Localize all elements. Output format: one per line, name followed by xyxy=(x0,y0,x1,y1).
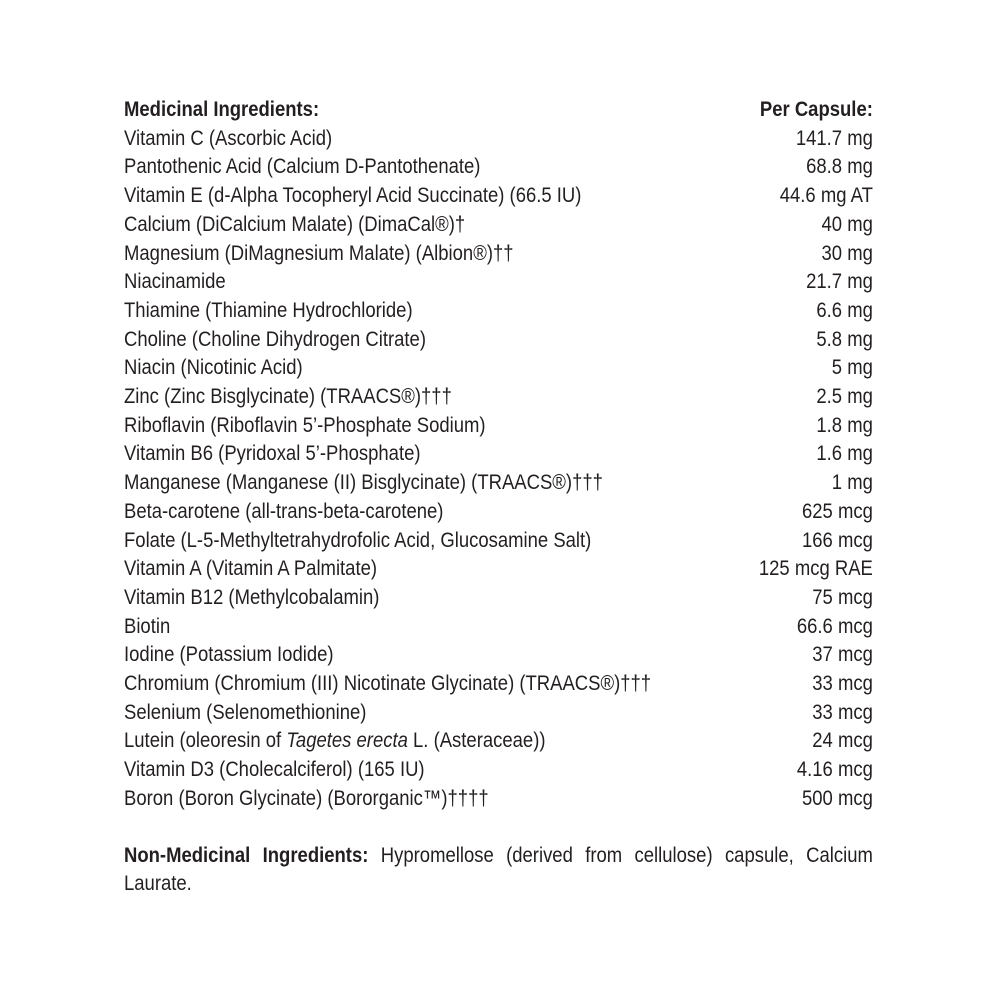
ingredient-name xyxy=(124,727,558,756)
ingredient-name xyxy=(124,469,615,498)
ingredient-name-part: Pantothenic Acid (Calcium D-Pantothenate) xyxy=(124,155,481,179)
medicinal-ingredients-heading: Medicinal Ingredients: xyxy=(124,98,320,121)
ingredient-name-part: Calcium (DiCalcium Malate) (DimaCal®)† xyxy=(124,212,466,236)
ingredient-name xyxy=(124,527,604,556)
non-medicinal-paragraph xyxy=(124,842,873,899)
ingredient-row xyxy=(124,412,873,441)
ingredient-amount: 5 mg xyxy=(831,356,873,380)
ingredient-name-part: Lutein (oleoresin of xyxy=(124,729,287,753)
ingredient-rows xyxy=(124,125,873,814)
ingredient-name-part: Chromium (Chromium (III) Nicotinate Glycinate) (TRAACS®)††† xyxy=(124,672,652,696)
table-header-row xyxy=(124,96,873,125)
ingredient-row xyxy=(124,756,873,785)
ingredient-amount: 141.7 mg xyxy=(795,126,873,150)
ingredient-row xyxy=(124,641,873,670)
supplement-facts-panel xyxy=(124,96,873,899)
ingredient-name-part: Boron (Boron Glycinate) (Bororganic™)†††† xyxy=(124,786,489,810)
ingredient-name-part: Riboflavin (Riboflavin 5’-Phosphate Sodium) xyxy=(124,413,486,437)
ingredient-name xyxy=(124,297,425,326)
ingredient-name xyxy=(124,555,389,584)
ingredient-amount: 21.7 mg xyxy=(806,270,873,294)
ingredient-name-part: Magnesium (DiMagnesium Malate) (Albion®)†† xyxy=(124,241,514,265)
ingredient-name xyxy=(124,412,498,441)
ingredient-name xyxy=(124,584,392,613)
ingredient-name xyxy=(124,756,437,785)
ingredient-name-part: Niacinamide xyxy=(124,270,226,294)
ingredient-row xyxy=(124,727,873,756)
ingredient-name-part: Choline (Choline Dihydrogen Citrate) xyxy=(124,327,426,351)
ingredient-name xyxy=(124,354,315,383)
ingredient-row xyxy=(124,125,873,154)
ingredient-amount: 37 mcg xyxy=(812,643,873,667)
ingredient-row xyxy=(124,383,873,412)
ingredient-amount: 4.16 mcg xyxy=(796,758,873,782)
ingredient-name xyxy=(124,182,594,211)
ingredient-name xyxy=(124,153,493,182)
ingredient-row xyxy=(124,297,873,326)
ingredient-row xyxy=(124,440,873,469)
ingredient-row xyxy=(124,268,873,297)
ingredient-row xyxy=(124,211,873,240)
ingredient-name xyxy=(124,641,346,670)
ingredient-row xyxy=(124,182,873,211)
ingredient-row xyxy=(124,354,873,383)
ingredient-row xyxy=(124,785,873,814)
ingredient-row xyxy=(124,498,873,527)
ingredient-name-part: Vitamin D3 (Cholecalciferol) (165 IU) xyxy=(124,758,425,782)
ingredient-row xyxy=(124,326,873,355)
ingredient-amount: 2.5 mg xyxy=(816,385,873,409)
ingredient-amount: 1.8 mg xyxy=(816,413,873,437)
ingredient-name-part: Vitamin E (d-Alpha Tocopheryl Acid Succinate) (66.5 IU) xyxy=(124,184,582,208)
ingredient-name xyxy=(124,383,464,412)
ingredient-name xyxy=(124,125,344,154)
ingredient-amount: 1.6 mg xyxy=(816,442,873,466)
ingredient-name-latin: Tagetes erecta xyxy=(286,729,408,753)
ingredient-name-part: Zinc (Zinc Bisglycinate) (TRAACS®)††† xyxy=(124,385,452,409)
ingredient-name xyxy=(124,326,438,355)
ingredient-row xyxy=(124,469,873,498)
ingredient-amount: 33 mcg xyxy=(812,700,873,724)
ingredient-name-part: Biotin xyxy=(124,614,171,638)
ingredient-name-part: Niacin (Nicotinic Acid) xyxy=(124,356,303,380)
ingredient-amount: 30 mg xyxy=(821,241,873,265)
ingredient-amount: 44.6 mg AT xyxy=(779,184,873,208)
ingredient-amount: 33 mcg xyxy=(812,672,873,696)
ingredient-amount: 125 mcg RAE xyxy=(758,557,873,581)
ingredient-name-part: Vitamin C (Ascorbic Acid) xyxy=(124,126,333,150)
ingredient-name xyxy=(124,211,477,240)
ingredient-name-part: Beta-carotene (all-trans-beta-carotene) xyxy=(124,499,444,523)
ingredient-amount: 66.6 mcg xyxy=(796,614,873,638)
ingredient-row xyxy=(124,240,873,269)
non-medicinal-text: Hypromellose (derived from cellulose) capsule, Calcium Laurate. xyxy=(124,843,873,896)
ingredient-name-part: Selenium (Selenomethionine) xyxy=(124,700,367,724)
ingredient-row xyxy=(124,699,873,728)
ingredient-amount: 166 mcg xyxy=(801,528,873,552)
ingredient-name xyxy=(124,699,379,728)
ingredient-amount: 5.8 mg xyxy=(816,327,873,351)
ingredient-name xyxy=(124,498,456,527)
non-medicinal-label: Non-Medicinal Ingredients: xyxy=(124,843,369,867)
ingredient-name-part: Thiamine (Thiamine Hydrochloride) xyxy=(124,298,413,322)
ingredient-row xyxy=(124,153,873,182)
ingredient-row xyxy=(124,584,873,613)
ingredient-name xyxy=(124,268,238,297)
ingredient-amount: 75 mcg xyxy=(812,585,873,609)
ingredient-name xyxy=(124,785,501,814)
ingredient-amount: 6.6 mg xyxy=(816,298,873,322)
ingredient-amount: 500 mcg xyxy=(801,786,873,810)
ingredient-amount: 24 mcg xyxy=(812,729,873,753)
ingredient-amount: 1 mg xyxy=(831,471,873,495)
ingredient-name-part: L. (Asteraceae)) xyxy=(407,729,546,753)
ingredient-name xyxy=(124,240,526,269)
ingredient-name-part: Manganese (Manganese (II) Bisglycinate) (TRAACS®)††† xyxy=(124,471,603,495)
ingredient-name-part: Vitamin B6 (Pyridoxal 5’-Phosphate) xyxy=(124,442,421,466)
ingredient-row xyxy=(124,555,873,584)
ingredient-row xyxy=(124,670,873,699)
ingredient-row xyxy=(124,613,873,642)
ingredient-name-part: Vitamin A (Vitamin A Palmitate) xyxy=(124,557,378,581)
ingredient-amount: 625 mcg xyxy=(801,499,873,523)
per-capsule-heading: Per Capsule: xyxy=(759,98,873,121)
ingredient-name xyxy=(124,613,183,642)
ingredient-name-part: Vitamin B12 (Methylcobalamin) xyxy=(124,585,380,609)
ingredient-amount: 68.8 mg xyxy=(806,155,873,179)
ingredient-amount: 40 mg xyxy=(821,212,873,236)
ingredient-name xyxy=(124,670,663,699)
ingredient-name-part: Iodine (Potassium Iodide) xyxy=(124,643,334,667)
ingredient-row xyxy=(124,527,873,556)
ingredient-name xyxy=(124,440,433,469)
ingredient-name-part: Folate (L-5-Methyltetrahydrofolic Acid, Glucosamine Salt) xyxy=(124,528,592,552)
